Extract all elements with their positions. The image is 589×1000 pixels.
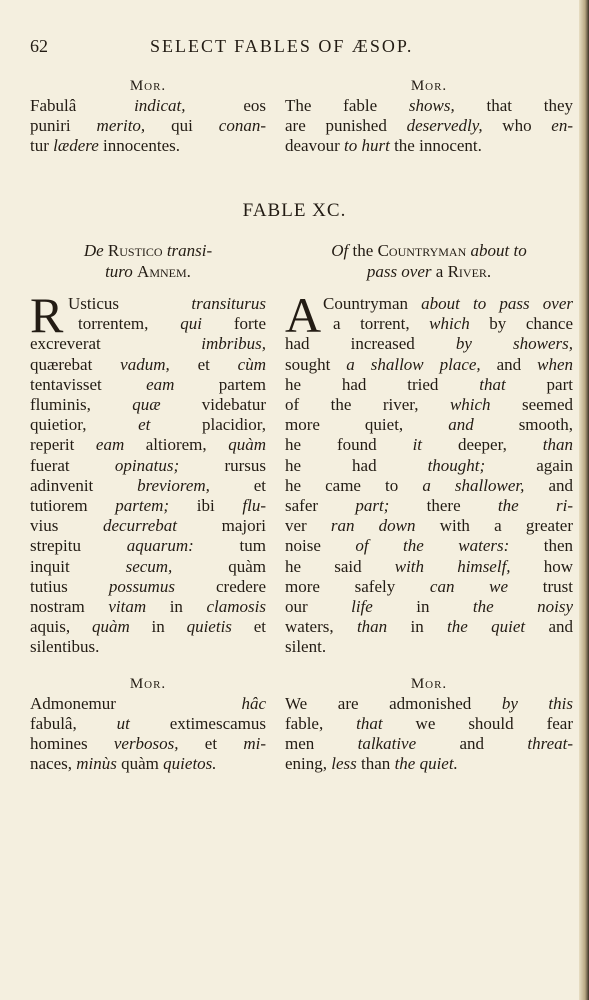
english-heading (285, 240, 573, 282)
text-segment: clamosis (206, 597, 266, 617)
text-segment: than (356, 617, 388, 637)
text-line (285, 415, 573, 435)
text-segment: the innocent. (389, 136, 482, 156)
text-segment: when (537, 354, 574, 374)
text-segment: with a greater (415, 516, 573, 536)
text-segment: quæ (90, 395, 202, 415)
text-segment: Usticus (68, 294, 192, 313)
text-segment: ibi (196, 496, 215, 516)
text-line (285, 694, 573, 714)
text-line (285, 476, 573, 496)
drop-cap: R (30, 287, 64, 343)
text-segment: torrentem, (78, 314, 181, 334)
text-segment: part (505, 374, 573, 394)
text-segment: breviorem, (137, 475, 210, 495)
text-segment: of the waters: (320, 536, 544, 556)
text-line (30, 415, 266, 435)
heading-word: De (83, 241, 104, 260)
text-line (285, 96, 573, 116)
text-segment: than (356, 754, 395, 774)
text-segment: homines (30, 734, 88, 754)
text-segment: than (506, 435, 573, 455)
text-segment: quàm (172, 556, 266, 576)
text-line (30, 714, 266, 734)
text-segment: videbatur (201, 395, 266, 415)
text-segment: forte (201, 314, 266, 334)
text-line (285, 294, 573, 314)
text-segment: excreverat (30, 334, 202, 354)
text-segment: et (231, 617, 266, 637)
text-segment: then (543, 536, 573, 556)
text-segment: of the river, (285, 395, 419, 415)
text-segment: aquis, (30, 617, 92, 637)
text-line (30, 476, 266, 496)
text-segment: et (209, 475, 266, 495)
text-segment: tutius (30, 576, 68, 596)
text-segment: strepitu (30, 536, 81, 556)
text-segment: aquarum: (81, 536, 240, 556)
text-segment: The fable (285, 96, 409, 115)
running-title: SELECT FABLES OF ÆSOP. (150, 36, 414, 56)
text-segment: noise (285, 536, 321, 556)
text-segment: shows, (408, 96, 455, 115)
text-segment: the ri- (460, 496, 573, 516)
text-segment: indicat, (134, 96, 186, 115)
text-segment: waters, (285, 617, 357, 637)
text-line (285, 116, 573, 136)
text-segment: that (479, 374, 506, 394)
text-segment: which (429, 314, 470, 334)
fable-title: FABLE XC. (242, 200, 347, 221)
text-segment: the quiet (447, 617, 526, 637)
latin-moral-text (30, 694, 266, 775)
text-segment: in (387, 617, 448, 637)
text-segment: how (510, 556, 573, 576)
text-segment: the noisy (472, 597, 573, 617)
text-segment: in (372, 597, 473, 617)
text-segment: Admonemur (30, 693, 242, 713)
text-segment: partem; (87, 496, 197, 516)
text-segment: less (331, 754, 357, 774)
text-segment: life (351, 597, 373, 617)
text-segment: and (525, 617, 574, 637)
text-segment: it (376, 435, 458, 455)
text-segment: qui (171, 116, 193, 136)
heading-word: transi- (166, 241, 213, 260)
latin-column (30, 240, 266, 774)
text-segment: and (448, 415, 474, 435)
page-edge (579, 0, 589, 1000)
text-segment: silent. (285, 637, 327, 657)
moral-heading: Mor. (410, 675, 448, 692)
text-segment: smooth, (473, 415, 574, 435)
text-line (285, 136, 573, 156)
text-segment: he found (285, 435, 377, 455)
text-line (30, 294, 266, 314)
heading-word: the (352, 241, 374, 260)
text-line (285, 577, 573, 597)
text-segment: that (356, 713, 383, 733)
text-line (285, 496, 573, 516)
text-line (30, 617, 266, 637)
text-segment: more quiet, (285, 415, 449, 435)
text-segment: there (426, 496, 461, 516)
text-segment: safer (285, 496, 319, 516)
text-segment: rursus (224, 455, 266, 475)
text-segment: silentibus. (30, 637, 100, 657)
text-segment: adinvenit (30, 475, 138, 495)
text-segment: majori (176, 516, 266, 536)
text-segment: a torrent, (333, 314, 430, 334)
text-segment: lædere (53, 136, 99, 156)
text-segment: talkative (314, 734, 460, 754)
text-segment: quàm (206, 435, 266, 455)
text-segment: Countryman (323, 294, 422, 313)
text-line (285, 355, 573, 375)
text-segment: imbribus, (201, 334, 266, 354)
text-line (30, 734, 266, 754)
english-column (285, 240, 573, 774)
text-segment: decurrebat (103, 516, 177, 536)
text-segment: are punished (285, 116, 387, 136)
text-line (30, 395, 266, 415)
text-segment: fabulâ, (30, 713, 117, 733)
text-segment: eam (74, 435, 146, 455)
text-segment: and (524, 475, 573, 495)
text-line (30, 334, 266, 354)
text-line (30, 577, 266, 597)
text-segment: vius (30, 516, 103, 536)
text-segment: possumus (67, 576, 216, 596)
text-segment: again (536, 455, 574, 475)
text-line (285, 734, 573, 754)
text-segment: in (146, 597, 207, 617)
moral-heading: Mor. (410, 78, 448, 94)
text-segment: naces, (30, 754, 77, 774)
text-segment: ut (116, 713, 130, 733)
text-segment: partem (174, 374, 267, 394)
text-segment: to hurt (344, 136, 390, 156)
text-segment: deservedly, (386, 116, 503, 136)
prev-moral-english (285, 76, 573, 157)
text-segment: eos (185, 96, 266, 115)
text-segment: mi- (217, 734, 266, 754)
heading-word: Countryman (377, 241, 467, 260)
text-segment: tum (239, 536, 266, 556)
heading-word: River. (447, 262, 492, 281)
text-line (285, 597, 573, 617)
text-segment: merito, (70, 116, 172, 136)
text-segment: quietos. (163, 754, 217, 774)
text-line (30, 754, 266, 774)
text-segment: he said (285, 556, 395, 576)
text-segment: et (204, 734, 218, 754)
heading-word: about to (470, 241, 527, 260)
text-line (30, 375, 266, 395)
text-line (30, 435, 266, 455)
text-segment: tentavisset (30, 374, 147, 394)
text-line (30, 116, 266, 136)
text-segment: deeper, (457, 435, 507, 455)
text-line (285, 435, 573, 455)
text-line (285, 536, 573, 556)
text-segment: had increased (285, 334, 456, 354)
text-segment: nostram (30, 597, 109, 617)
text-segment: altiorem, (145, 435, 207, 455)
text-segment: innocentes. (98, 136, 180, 156)
text-segment: trust (542, 576, 573, 596)
latin-body (30, 287, 267, 658)
text-segment: inquit (30, 556, 126, 576)
text-line (30, 637, 266, 657)
text-line (30, 355, 266, 375)
text-segment: tur (30, 136, 54, 156)
text-segment: hâc (241, 693, 266, 713)
text-segment: he came to (285, 475, 423, 495)
text-segment: seemed (522, 395, 573, 415)
text-line (30, 136, 266, 156)
text-line (30, 314, 266, 334)
text-segment: fable, (285, 713, 357, 733)
text-segment: he had (285, 455, 377, 475)
moral-heading: Mor. (129, 78, 167, 94)
text-segment: by this (501, 693, 573, 713)
text-line (30, 496, 266, 516)
text-segment: a shallow place, (346, 354, 481, 374)
text-segment: opinatus; (69, 455, 225, 475)
text-segment: deavour (285, 136, 345, 156)
text-line (285, 516, 573, 536)
english-body (285, 287, 574, 658)
heading-word: Amnem. (137, 262, 191, 281)
text-segment: in (129, 617, 187, 637)
text-segment: placidior, (150, 415, 266, 435)
text-line (30, 557, 266, 577)
text-segment: who (502, 116, 532, 136)
drop-cap: A (285, 287, 322, 343)
text-segment: by showers, (455, 334, 573, 354)
text-segment: quietis (186, 617, 232, 637)
text-line (30, 96, 266, 116)
text-segment: verbosos, (87, 734, 205, 754)
text-segment: conan- (192, 116, 266, 136)
text-segment: men (285, 734, 315, 754)
text-segment: fluminis, (30, 395, 91, 415)
text-segment: with himself, (394, 556, 511, 576)
prev-moral-latin (30, 76, 266, 157)
text-segment: can we (395, 576, 543, 596)
text-line (285, 395, 573, 415)
text-segment: quàm (91, 617, 130, 637)
text-segment: We are admonished (285, 693, 502, 713)
text-segment: thought; (376, 455, 537, 475)
text-segment: et (138, 415, 151, 435)
text-segment: quærebat (30, 354, 121, 374)
text-segment: credere (215, 576, 266, 596)
text-segment: quietior, (30, 415, 139, 435)
text-segment: fuerat (30, 455, 70, 475)
page-header (0, 36, 589, 60)
text-line (30, 456, 266, 476)
text-line (285, 456, 573, 476)
text-segment: transiturus (191, 294, 266, 313)
text-segment: more safely (285, 576, 396, 596)
text-line (285, 557, 573, 577)
text-segment: secum, (125, 556, 173, 576)
heading-word: pass over (366, 262, 432, 281)
text-line (285, 375, 573, 395)
text-segment: puniri (30, 116, 71, 136)
heading-word: Rustico (107, 241, 163, 260)
text-segment: reperit (30, 435, 75, 455)
text-segment: and (480, 354, 538, 374)
text-segment: a shallower, (422, 475, 525, 495)
text-segment: ver (285, 516, 331, 536)
text-segment: vadum, (120, 354, 170, 374)
text-line (30, 536, 266, 556)
text-segment: about to pass over (421, 294, 573, 313)
text-segment: by chance (469, 314, 573, 334)
text-line (30, 516, 266, 536)
text-line (285, 334, 573, 354)
text-segment: ening, (285, 754, 332, 774)
text-line (30, 597, 266, 617)
english-text (285, 287, 574, 658)
text-segment: we should fear (382, 713, 573, 733)
text-segment: threat- (484, 734, 574, 754)
heading-word: turo (105, 262, 133, 281)
text-segment: vitam (108, 597, 147, 617)
text-segment: qui (180, 314, 202, 334)
text-line (285, 754, 573, 774)
text-segment: extimescamus (129, 713, 266, 733)
text-line (285, 617, 573, 637)
text-segment: which (418, 395, 523, 415)
text-segment: Fabulâ (30, 96, 135, 115)
moral-text (30, 96, 266, 157)
page-number: 62 (30, 36, 48, 56)
text-segment: en- (531, 116, 573, 136)
text-line (30, 694, 266, 714)
text-segment: and (459, 734, 485, 754)
latin-heading (30, 240, 266, 282)
text-line (285, 314, 573, 334)
text-segment: sought (285, 354, 347, 374)
text-segment: that they (454, 96, 573, 115)
heading-word: Of (331, 241, 349, 260)
text-segment: flu- (214, 496, 266, 516)
text-segment: minùs (76, 754, 117, 774)
moral-heading: Mor. (129, 675, 167, 692)
text-segment: et (169, 354, 238, 374)
text-segment: ran down (330, 516, 416, 536)
text-segment: quàm (116, 754, 164, 774)
text-segment: tutiorem (30, 496, 88, 516)
text-line (285, 714, 573, 734)
moral-text (285, 96, 573, 157)
text-segment: part; (318, 496, 427, 516)
text-segment: he had tried (285, 374, 480, 394)
text-line (285, 637, 573, 657)
text-segment: cùm (237, 354, 266, 374)
text-segment: our (285, 597, 352, 617)
text-segment: the quiet. (394, 754, 458, 774)
english-moral-text (285, 694, 573, 775)
text-segment: eam (146, 374, 175, 394)
latin-text (30, 287, 267, 658)
heading-word: a (435, 262, 444, 281)
